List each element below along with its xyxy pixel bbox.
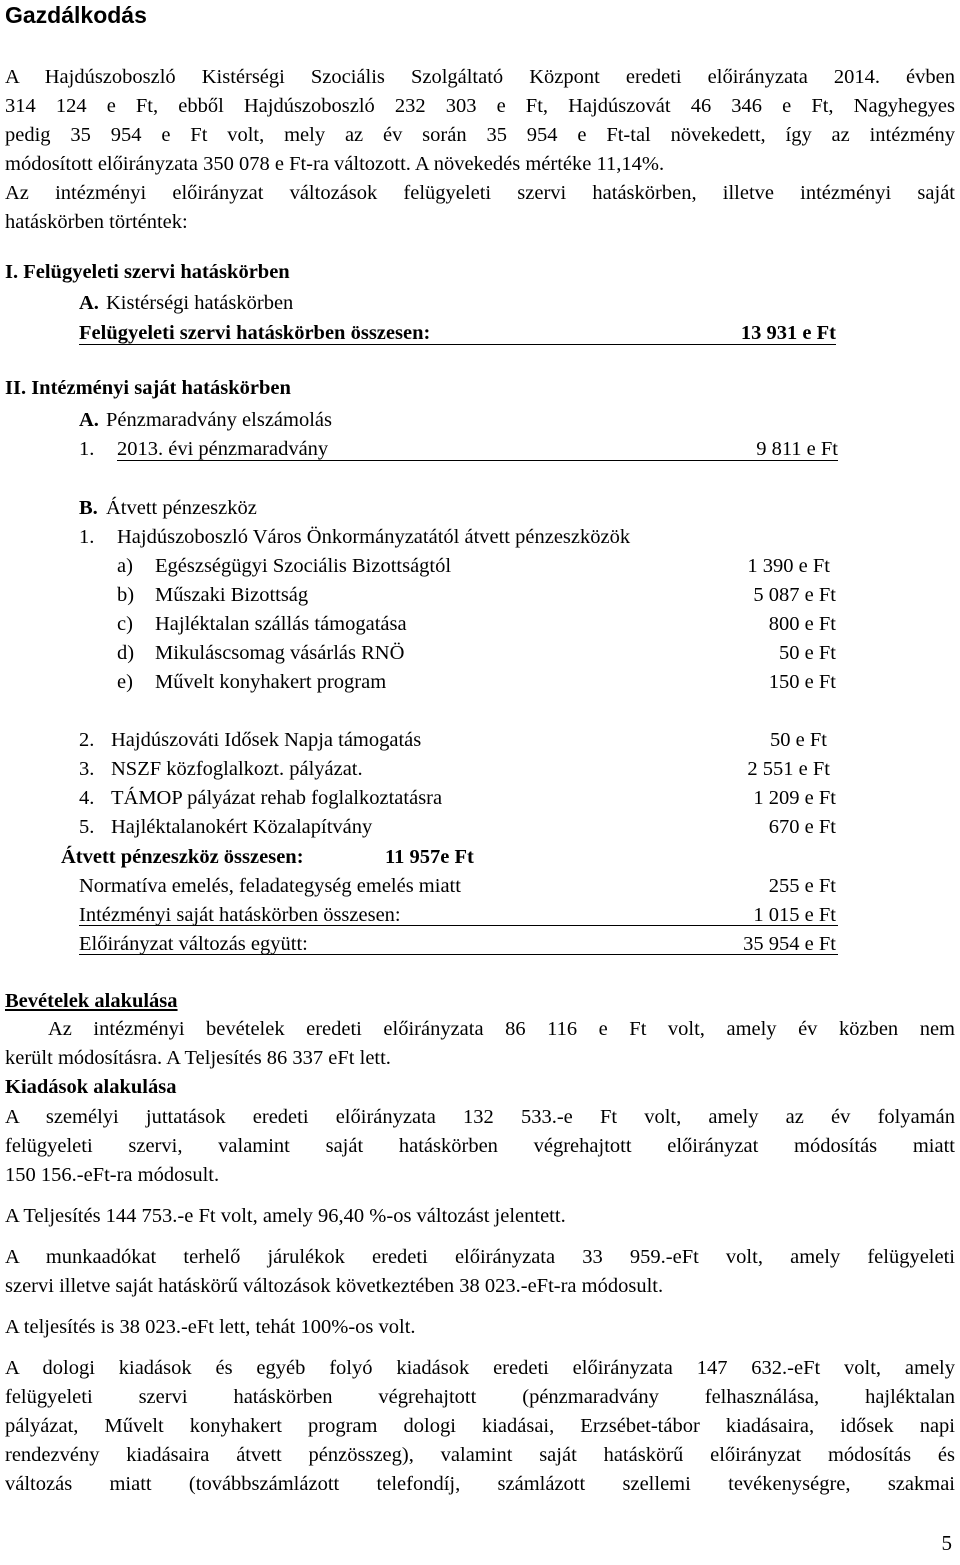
- intro-line-5: Az intézményi előirányzat változások felügyeleti szervi hatáskörben, illetve intézményi saját: [5, 182, 955, 204]
- page-title: Gazdálkodás: [5, 2, 147, 28]
- sub-item-letter: b): [117, 584, 135, 606]
- sub-item-label: Hajléktalan szállás támogatása: [155, 613, 407, 635]
- change-label: Előirányzat változás együtt:: [79, 933, 308, 955]
- sub-item-letter: e): [117, 671, 133, 693]
- expenses-p5-line-2: felügyeleti szervi hatáskörben végrehajtott (pénzmaradvány felhasználása, hajléktalan: [5, 1386, 955, 1408]
- numbered-item-label: NSZF közfoglalkozt. pályázat.: [111, 758, 363, 780]
- numbered-item-label: Hajdúszováti Idősek Napja támogatás: [111, 729, 422, 751]
- revenue-line-2: került módosításra. A Teljesítés 86 337 eFt lett.: [5, 1047, 391, 1069]
- section-2-heading: II. Intézményi saját hatáskörben: [5, 377, 291, 399]
- change-underline: [79, 954, 838, 955]
- change-value: 35 954 e Ft: [743, 933, 836, 955]
- section-2a-label: Pénzmaradvány elszámolás: [106, 409, 332, 431]
- section-2b-letter: B.: [79, 497, 98, 519]
- b-total-value: 11 957e Ft: [385, 846, 474, 868]
- sub-item-value: 150 e Ft: [768, 671, 836, 693]
- section-1-total-value: 13 931 e Ft: [740, 322, 836, 344]
- section-2b1-label: Hajdúszoboszló Város Önkormányzatától átvett pénzeszközök: [117, 526, 631, 548]
- intro-line-1: A Hajdúszoboszló Kistérségi Szociális Szolgáltató Központ eredeti előirányzata 2014. évben: [5, 66, 955, 88]
- own-total-value: 1 015 e Ft: [753, 904, 836, 926]
- numbered-item-label: Hajléktalanokért Közalapítvány: [111, 816, 373, 838]
- section-2a-letter: A.: [79, 409, 99, 431]
- expenses-p2: A Teljesítés 144 753.-e Ft volt, amely 96,40 %-os változást jelentett.: [5, 1205, 566, 1227]
- section-1-total-label: Felügyeleti szervi hatáskörben összesen:: [79, 322, 431, 344]
- numbered-item-value: 670 e Ft: [768, 816, 836, 838]
- expenses-p1-line-2: felügyeleti szervi, valamint saját hatáskörben végrehajtott előirányzat módosítás miatt: [5, 1135, 955, 1157]
- section-1-sub-letter: A.: [79, 292, 99, 314]
- sub-item-value: 5 087 e Ft: [753, 584, 836, 606]
- normativa-label: Normatíva emelés, feladategység emelés miatt: [79, 875, 461, 897]
- normativa-value: 255 e Ft: [768, 875, 836, 897]
- expenses-p1-line-3: 150 156.-eFt-ra módosult.: [5, 1164, 220, 1186]
- b-total-label: Átvett pénzeszköz összesen:: [61, 846, 304, 868]
- intro-line-2: 314 124 e Ft, ebből Hajdúszoboszló 232 303 e Ft, Hajdúszovát 46 346 e Ft, Nagyhegyes: [5, 95, 955, 117]
- section-2a1-label: 2013. évi pénzmaradvány: [117, 438, 329, 460]
- expenses-p1-line-1: A személyi juttatások eredeti előirányzata 132 533.-e Ft volt, amely az év folyamán: [5, 1106, 955, 1128]
- numbered-item-label: TÁMOP pályázat rehab foglalkoztatásra: [111, 787, 443, 809]
- sub-item-label: Egészségügyi Szociális Bizottságtól: [155, 555, 452, 577]
- own-total-label: Intézményi saját hatáskörben összesen:: [79, 904, 401, 926]
- numbered-item-num: 3.: [79, 758, 95, 780]
- expenses-p3-line-2: szervi illetve saját hatáskörű változások következtében 38 023.-eFt-ra módosult.: [5, 1275, 664, 1297]
- numbered-item-value: 50 e Ft: [770, 729, 827, 751]
- sub-item-label: Műszaki Bizottság: [155, 584, 309, 606]
- revenue-line-1: Az intézményi bevételek eredeti előirányzata 86 116 e Ft volt, amely év közben nem: [48, 1018, 955, 1040]
- expenses-p5-line-5: változás miatt (továbbszámlázott telefondíj, számlázott szellemi tevékenységre, szakmai: [5, 1473, 955, 1495]
- sub-item-label: Mikuláscsomag vásárlás RNÖ: [155, 642, 405, 664]
- section-2b1-num: 1.: [79, 526, 95, 548]
- sub-item-letter: a): [117, 555, 133, 577]
- sub-item-value: 50 e Ft: [779, 642, 836, 664]
- numbered-item-value: 2 551 e Ft: [747, 758, 830, 780]
- sub-item-value: 1 390 e Ft: [747, 555, 830, 577]
- section-2a1-num: 1.: [79, 438, 95, 460]
- section-1-total-underline: [79, 344, 836, 345]
- expenses-p5-line-1: A dologi kiadások és egyéb folyó kiadások eredeti előirányzata 147 632.-eFt volt, amely: [5, 1357, 955, 1379]
- expenses-p5-line-4: rendezvény kiadásaira átvett pénzösszeg), valamint saját hatáskörű előirányzat módosítás és: [5, 1444, 955, 1466]
- intro-line-6: hatáskörben történtek:: [5, 211, 188, 233]
- expenses-p5-line-3: pályázat, Művelt konyhakert program dologi kiadásai, Erzsébet-tábor kiadásaira, idősek napi: [5, 1415, 955, 1437]
- expenses-heading: Kiadások alakulása: [5, 1076, 177, 1098]
- intro-line-4: módosított előirányzata 350 078 e Ft-ra változott. A növekedés mértéke 11,14%.: [5, 153, 665, 175]
- section-1-sub-label: Kistérségi hatáskörben: [106, 292, 294, 314]
- sub-item-label: Művelt konyhakert program: [155, 671, 387, 693]
- intro-line-3: pedig 35 954 e Ft volt, mely az év során 35 954 e Ft-tal növekedett, így az intézmény: [5, 124, 955, 146]
- numbered-item-num: 4.: [79, 787, 95, 809]
- section-2a1-underline: [117, 460, 838, 461]
- numbered-item-num: 2.: [79, 729, 95, 751]
- sub-item-letter: d): [117, 642, 135, 664]
- page-number: 5: [941, 1531, 952, 1555]
- numbered-item-num: 5.: [79, 816, 95, 838]
- section-1-heading: I. Felügyeleti szervi hatáskörben: [5, 261, 290, 283]
- own-total-underline: [79, 925, 838, 926]
- section-2a1-value: 9 811 e Ft: [756, 438, 838, 460]
- expenses-p3-line-1: A munkaadókat terhelő járulékok eredeti előirányzata 33 959.-eFt volt, amely felügyeleti: [5, 1246, 955, 1268]
- revenue-heading: Bevételek alakulása: [5, 990, 178, 1012]
- section-2b-label: Átvett pénzeszköz: [106, 497, 257, 519]
- sub-item-letter: c): [117, 613, 133, 635]
- sub-item-value: 800 e Ft: [768, 613, 836, 635]
- numbered-item-value: 1 209 e Ft: [753, 787, 836, 809]
- expenses-p4: A teljesítés is 38 023.-eFt lett, tehát 100%-os volt.: [5, 1316, 416, 1338]
